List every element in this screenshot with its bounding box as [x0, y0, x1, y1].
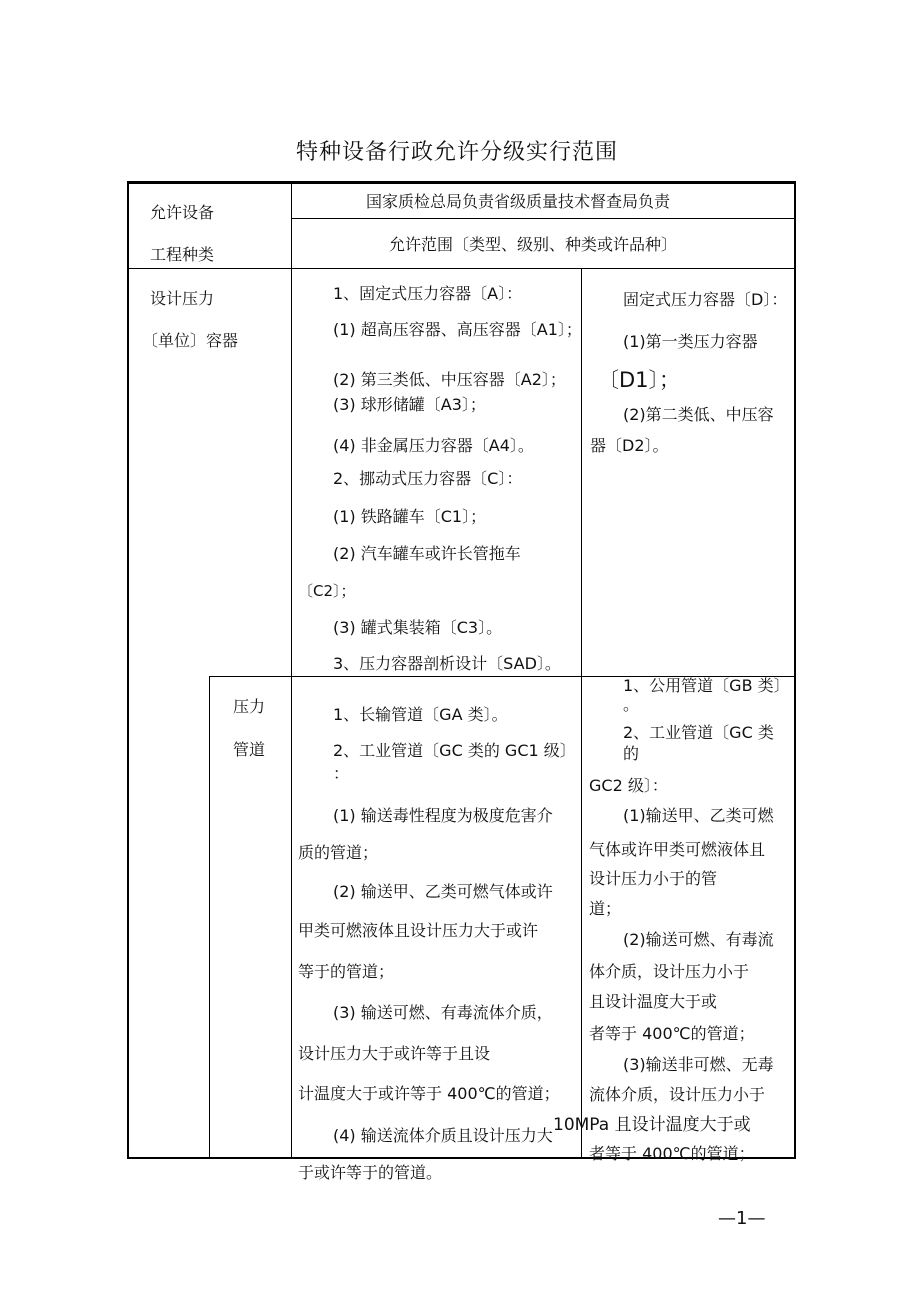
pipeline-provincial-item: 的 [623, 744, 640, 763]
pipeline-national-item: 质的管道； [298, 843, 379, 862]
row-divider-body [129, 268, 795, 269]
vessel-national-item: (2) 第三类低、中压容器〔A2〕； [333, 370, 566, 389]
pipeline-provincial-item: 。 [623, 695, 640, 714]
pipeline-national-item: 计温度大于或许等于 400℃的管道； [298, 1084, 560, 1103]
pipeline-provincial-item: 10MPa 且设计温度大于或 [553, 1115, 751, 1135]
pipeline-category-line2: 管道 [233, 740, 266, 759]
pipeline-national-item: (2) 输送甲、乙类可燃气体或许 [333, 882, 553, 901]
pipeline-provincial-item: 且设计温度大于或 [589, 992, 718, 1011]
vessel-provincial-item: 〔D1〕； [598, 368, 681, 392]
header-category-line1: 允许设备 [150, 203, 215, 222]
pipeline-national-item: 于或许等于的管道。 [298, 1163, 443, 1182]
table-border-top [127, 181, 796, 184]
table-border-left [127, 181, 129, 1159]
pipeline-provincial-item: 者等于 400℃的管道； [589, 1144, 755, 1163]
page-number: —1— [718, 1208, 766, 1229]
pipeline-provincial-item: GC2 级〕： [589, 776, 668, 795]
vessel-national-item: (1) 铁路罐车〔C1〕； [333, 507, 487, 526]
pipeline-provincial-item: 流体介质，设计压力小于 [589, 1085, 766, 1104]
header-scope: 允许范围〔类型、级别、种类或许品种〕 [389, 235, 678, 254]
pipeline-provincial-item: (1)输送甲、乙类可燃 [623, 806, 774, 825]
pipeline-provincial-item: 1、公用管道〔GB 类〕 [623, 676, 790, 695]
vessel-provincial-item: 固定式压力容器〔D〕： [623, 290, 788, 309]
pipeline-provincial-item: 2、工业管道〔GC 类 [623, 723, 774, 742]
vessel-national-item: (4) 非金属压力容器〔A4〕。 [333, 436, 534, 455]
pipeline-national-item: (4) 输送流体介质且设计压力大 [333, 1126, 553, 1145]
col-divider-level [581, 268, 582, 1159]
header-category-line2: 工程种类 [150, 245, 215, 264]
pipeline-provincial-item: (3)输送非可燃、无毒 [623, 1055, 774, 1074]
vessel-national-item: (1) 超高压容器、高压容器〔A1〕； [333, 320, 582, 339]
pipeline-provincial-item: 道； [589, 899, 622, 918]
pipeline-provincial-item: 设计压力小于的管 [589, 869, 718, 888]
vessel-national-item: 1、固定式压力容器〔A〕： [333, 284, 523, 303]
vessel-category-line2: 〔单位〕容器 [142, 331, 239, 350]
vessel-national-item: (2) 汽车罐车或许长管拖车 [333, 544, 521, 563]
vessel-provincial-item: 器〔D2〕。 [590, 436, 669, 455]
pipeline-national-item: (1) 输送毒性程度为极度危害介 [333, 806, 553, 825]
vessel-category-line1: 设计压力 [150, 289, 215, 308]
pipeline-national-item: ： [333, 764, 350, 783]
vessel-national-item: (3) 球形储罐〔A3〕； [333, 395, 486, 414]
pipeline-national-item: (3) 输送可燃、有毒流体介质， [333, 1003, 553, 1022]
vessel-provincial-item: (2)第二类低、中压容 [623, 405, 774, 424]
pipeline-provincial-item: 体介质，设计压力小于 [589, 962, 750, 981]
col-divider-scope [291, 183, 292, 1159]
col-divider-sub [209, 676, 210, 1159]
row-divider-header [291, 218, 795, 219]
pipeline-provincial-item: 气体或许甲类可燃液体且 [589, 840, 766, 859]
vessel-provincial-item: (1)第一类压力容器 [623, 332, 758, 351]
table-border-right [794, 181, 796, 1159]
pipeline-national-item: 等于的管道； [298, 962, 395, 981]
pipeline-provincial-item: (2)输送可燃、有毒流 [623, 930, 774, 949]
vessel-national-item: (3) 罐式集装箱〔C3〕。 [333, 618, 503, 637]
vessel-national-item: 2、挪动式压力容器〔C〕： [333, 469, 523, 488]
pipeline-provincial-item: 者等于 400℃的管道； [589, 1024, 755, 1043]
page-title: 特种设备行政允许分级实行范围 [296, 140, 619, 165]
pipeline-national-item: 1、长输管道〔GA 类〕。 [333, 705, 508, 724]
vessel-national-item: 3、压力容器剖析设计〔SAD〕。 [333, 654, 561, 673]
vessel-national-item: 〔C2〕； [298, 582, 356, 600]
pipeline-category-line1: 压力 [233, 697, 266, 716]
pipeline-national-item: 设计压力大于或许等于且设 [298, 1044, 491, 1063]
header-authority: 国家质检总局负责省级质量技术督查局负责 [366, 192, 671, 211]
pipeline-national-item: 甲类可燃液体且设计压力大于或许 [298, 921, 539, 940]
pipeline-national-item: 2、工业管道〔GC 类的 GC1 级〕 [333, 741, 576, 760]
